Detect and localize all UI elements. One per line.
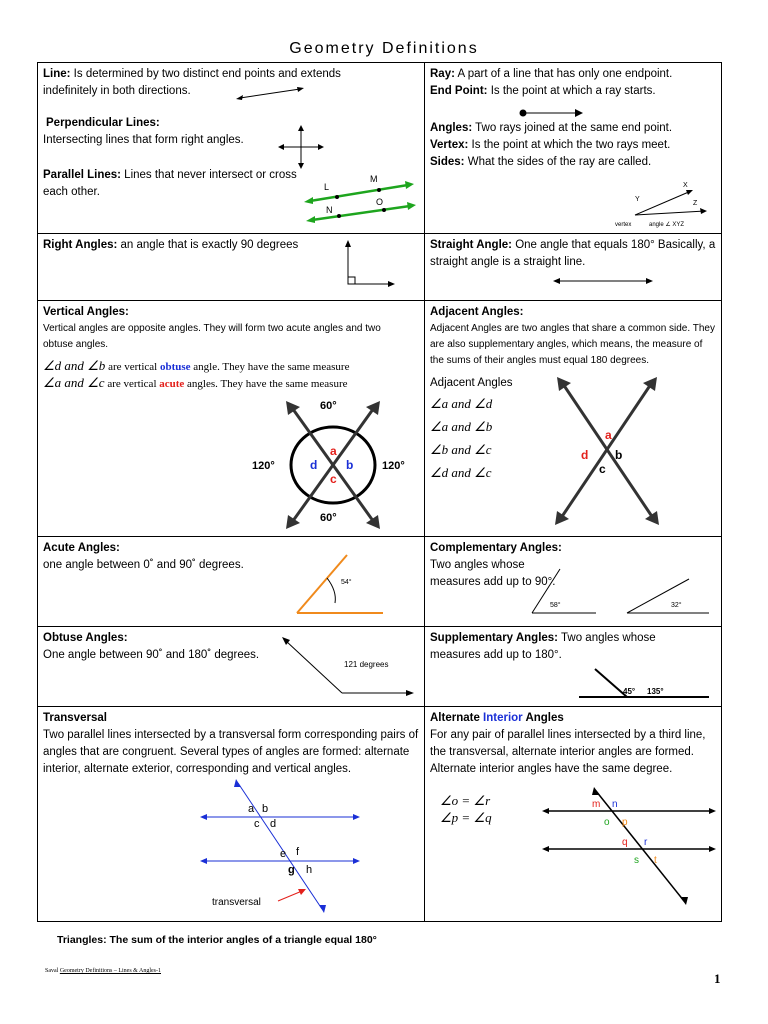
perpendicular-icon (278, 125, 324, 169)
svg-text:p: p (622, 817, 628, 828)
line-arrow-icon (236, 85, 306, 103)
svg-text:h: h (306, 864, 313, 876)
obtuse-angle-figure (280, 637, 416, 701)
svg-text:45°: 45° (623, 687, 636, 696)
straight-angle-def: Straight Angle: One angle that equals 180° Basically, a straight angle is a straight line. (430, 239, 716, 268)
ray-def: Ray: A part of a line that has only one endpoint. (430, 68, 673, 80)
svg-text:120°: 120° (382, 460, 405, 472)
cell-straight-angle (425, 234, 722, 301)
cell-transversal: Transversal Two parallel lines intersected by a transversal form corresponding pairs of angles that are congruent. Several types of angles are formed: alternate interior, alternate exterior, corresponding and vertical angles. a b c d e f g h transversal (38, 707, 425, 922)
svg-text:60°: 60° (320, 400, 337, 412)
svg-text:transversal: transversal (212, 897, 261, 908)
line-def: Line: Is determined by two distinct end points and extends indefinitely in both directions. (43, 68, 341, 97)
svg-text:q: q (622, 837, 628, 848)
svg-text:121 degrees: 121 degrees (344, 660, 389, 669)
cell-alternate-interior: Alternate Interior Angles For any pair of parallel lines intersected by a third line, the transversal, alternate interior angles are formed. Alternate interior angles have the same degree. ∠o = ∠r ∠p = ∠q m n o p q r s t (425, 707, 722, 922)
supplementary-def: Supplementary Angles: Two angles whose measures add up to 180°. (430, 632, 656, 661)
label-m: M (370, 174, 378, 184)
svg-text:54°: 54° (341, 579, 352, 586)
svg-text:c: c (254, 818, 260, 830)
svg-text:angle ∠ XYZ: angle ∠ XYZ (649, 222, 685, 228)
footer-source: Saval Geometry Definitions – Lines & Angles-1 (45, 968, 161, 974)
svg-text:d: d (581, 448, 589, 462)
alternate-heading: Alternate Interior Angles (430, 712, 564, 724)
svg-text:b: b (262, 803, 269, 815)
cell-ray (425, 63, 722, 234)
svg-text:c: c (330, 472, 337, 486)
svg-text:60°: 60° (320, 512, 337, 524)
right-angle-icon (341, 240, 397, 292)
vertex-def: Vertex: Is the point at which the two rays meet. (430, 139, 671, 151)
cell-acute-angles: Acute Angles: one angle between 0˚ and 90˚ degrees. 54° (38, 537, 425, 627)
svg-text:a: a (330, 444, 337, 458)
svg-text:o: o (604, 817, 610, 828)
vertical-line-1: ∠d and ∠b are vertical obtuse angle. They have the same measure (43, 358, 350, 373)
vertical-line-2: ∠a and ∠c are vertical acute angles. They have the same measure (43, 375, 348, 390)
perpendicular-def: Perpendicular Lines: Intersecting lines that form right angles. (43, 117, 244, 146)
definitions-table (37, 62, 722, 922)
supplementary-figure (565, 667, 715, 703)
acute-angle-figure (293, 551, 387, 619)
cell-adjacent-angles: Adjacent Angles: Adjacent Angles are two angles that share a common side. They are also supplementary angles, which means, the measure of the sums of their angles must equal 180 degrees. Adjacent Angles ∠a and ∠d ∠a and ∠b ∠b and ∠c ∠d and ∠c a b c d (425, 301, 722, 537)
svg-text:f: f (296, 846, 300, 858)
cell-line (38, 63, 425, 234)
adjacent-angles-figure (547, 377, 667, 527)
straight-line-icon (553, 276, 653, 286)
svg-text:g: g (288, 864, 295, 876)
svg-text:a: a (605, 428, 612, 442)
svg-text:e: e (280, 848, 287, 860)
svg-text:t: t (654, 855, 657, 866)
angles-def: Angles: Two rays joined at the same end point. (430, 122, 673, 134)
angle-xyz-icon (615, 181, 715, 227)
cell-supplementary-angles (425, 627, 722, 707)
label-o: O (376, 197, 384, 207)
svg-text:58°: 58° (550, 602, 561, 609)
svg-text:d: d (310, 458, 318, 472)
label-n: N (326, 205, 333, 215)
svg-text:Z: Z (693, 200, 698, 207)
svg-text:vertex: vertex (615, 222, 632, 228)
svg-text:120°: 120° (252, 460, 275, 472)
triangles-note: Triangles: The sum of the interior angles of a triangle equal 180° (57, 934, 377, 946)
cell-obtuse-angles: Obtuse Angles: One angle between 90˚ and 180˚ degrees. 121 degrees (38, 627, 425, 707)
parallel-lines-icon (304, 173, 416, 223)
svg-text:c: c (599, 462, 606, 476)
svg-text:b: b (346, 458, 354, 472)
svg-text:135°: 135° (647, 687, 664, 696)
svg-text:r: r (644, 837, 648, 848)
sides-def: Sides: What the sides of the ray are called. (430, 156, 652, 168)
svg-text:s: s (634, 855, 639, 866)
complementary-figure-1 (530, 567, 600, 617)
cell-right-angles (38, 234, 425, 301)
cell-vertical-angles: Vertical Angles: Vertical angles are opposite angles. They will form two acute angles and two obtuse angles. ∠d and ∠b are vertical obtuse angle. They have the same measure ∠a and ∠c are vertical acute angles. They have the same measure 60° 60° 120° 120° a b c d (38, 301, 425, 537)
svg-text:Y: Y (635, 196, 640, 203)
alternate-interior-figure (540, 787, 718, 907)
complementary-figure-2 (625, 577, 715, 617)
ray-icon (519, 107, 583, 119)
svg-text:n: n (612, 799, 618, 810)
page-number: 1 (714, 971, 721, 986)
svg-text:X: X (683, 182, 688, 189)
right-angles-def: Right Angles: an angle that is exactly 90 degrees (43, 239, 299, 251)
endpoint-def: End Point: Is the point at which a ray starts. (430, 85, 656, 97)
page-title: Geometry Definitions (289, 40, 479, 57)
svg-text:m: m (592, 799, 601, 810)
svg-text:32°: 32° (671, 602, 682, 609)
parallel-def: Parallel Lines: Lines that never intersect or cross each other. (43, 169, 297, 198)
svg-text:a: a (248, 803, 255, 815)
svg-text:d: d (270, 818, 277, 830)
vertical-angles-figure (248, 401, 418, 531)
transversal-figure (198, 779, 368, 917)
label-l: L (324, 182, 330, 192)
cell-complementary-angles: Complementary Angles: Two angles whose measures add up to 90°. 58° 32° (425, 537, 722, 627)
svg-text:b: b (615, 448, 623, 462)
